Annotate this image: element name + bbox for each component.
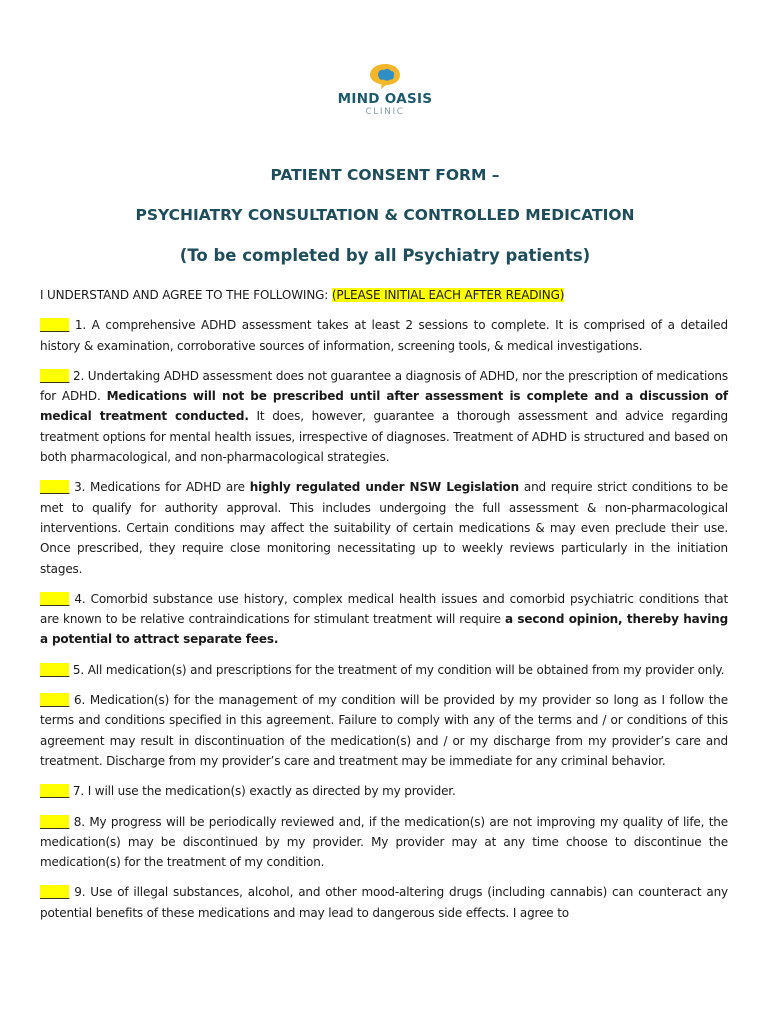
consent-item-5: [40, 660, 728, 680]
item-text: 4. Comorbid substance use history, complex medical health issues and comorbid psychiatric conditions that are known to be relative contraindications for stimulant treatment will require: [40, 591, 728, 627]
intro-highlight: (PLEASE INITIAL EACH AFTER READING): [331, 288, 565, 302]
initial-field-2[interactable]: _____: [40, 368, 70, 383]
initial-field-1[interactable]: _____: [40, 318, 70, 333]
item-text: 5. All medication(s) and prescriptions for the treatment of my condition will be obtained from my provider only.: [69, 662, 725, 677]
item-bold-text: highly regulated under NSW Legislation: [249, 480, 520, 495]
initial-field-9[interactable]: _____: [40, 885, 70, 900]
consent-item-4: [40, 589, 728, 650]
item-bold-text: Medications will not be prescribed until after assessment is complete and a discussion of medical treatment conducted.: [40, 389, 728, 424]
item-text: 8. My progress will be periodically reviewed and, if the medication(s) are not improving my quality of life, the medication(s) may be discontinued by my provider. My provider may at any time choose to discontinue the medication(s) for the treatment of my condition.: [40, 814, 728, 870]
consent-item-3: [40, 477, 728, 578]
initial-field-4[interactable]: _____: [40, 591, 70, 606]
form-title: PATIENT CONSENT FORM –: [270, 166, 500, 184]
item-text: It does, however, guarantee a thorough assessment and advice regarding treatment options for mental health issues, irrespective of diagnoses. Treatment of ADHD is structured and based on both pharmacological, and non-pharmacological strategies.: [40, 409, 728, 465]
consent-item-6: [40, 690, 728, 771]
clinic-logo: [0, 62, 770, 117]
intro-text: I UNDERSTAND AND AGREE TO THE FOLLOWING:: [40, 288, 332, 302]
form-subtitle: PSYCHIATRY CONSULTATION & CONTROLLED MEDICATION: [135, 206, 635, 224]
item-text: 9. Use of illegal substances, alcohol, and other mood-altering drugs (including cannabis) can counteract any potential benefits of these medications and may lead to dangerous side effects. I agree to: [40, 885, 728, 920]
initial-field-7[interactable]: _____: [40, 784, 70, 799]
logo-subtitle: CLINIC: [365, 107, 405, 117]
item-text: 7. I will use the medication(s) exactly as directed by my provider.: [69, 784, 456, 799]
item-text: 2. Undertaking ADHD assessment does not guarantee a diagnosis of ADHD, nor the prescription of medications for ADHD.: [40, 368, 728, 404]
initial-field-3[interactable]: _____: [40, 480, 70, 495]
form-instruction: (To be completed by all Psychiatry patients): [179, 246, 591, 265]
consent-item-1: [40, 315, 728, 356]
consent-item-9: [40, 882, 728, 923]
item-text: and require strict conditions to be met to qualify for authority approval. This includes undergoing the full assessment & non-pharmacological interventions. Certain conditions may affect the suitability of certain medications & may even preclude their use. Once prescribed, they require close monitoring necessitating up to weekly reviews particularly in the initiation stages.: [40, 480, 729, 576]
item-text: 3. Medications for ADHD are: [69, 480, 250, 495]
consent-body: [40, 285, 728, 933]
intro-line: [40, 285, 728, 305]
initial-field-6[interactable]: _____: [40, 693, 70, 708]
initial-field-8[interactable]: _____: [40, 814, 70, 829]
item-text: 1. A comprehensive ADHD assessment takes at least 2 sessions to complete. It is comprised of a detailed history & examination, corroborative sources of information, screening tools, & medical investigations.: [40, 318, 728, 353]
brain-bubble-icon: [368, 62, 402, 90]
item-bold-text: a second opinion, thereby having a potential to attract separate fees.: [40, 612, 729, 647]
consent-item-2: [40, 366, 728, 467]
logo-name: MIND OASIS: [337, 91, 433, 107]
consent-item-7: [40, 781, 728, 801]
consent-item-8: [40, 812, 728, 873]
initial-field-5[interactable]: _____: [40, 662, 70, 677]
item-text: 6. Medication(s) for the management of my condition will be provided by my provider so long as I follow the terms and conditions specified in this agreement. Failure to comply with any of the terms and / or conditions of this agreement may result in discontinuation of the medication(s) and / or my discharge from my provider’s care and treatment. Discharge from my provider’s care and treatment may be immediate for any criminal behavior.: [40, 693, 728, 768]
